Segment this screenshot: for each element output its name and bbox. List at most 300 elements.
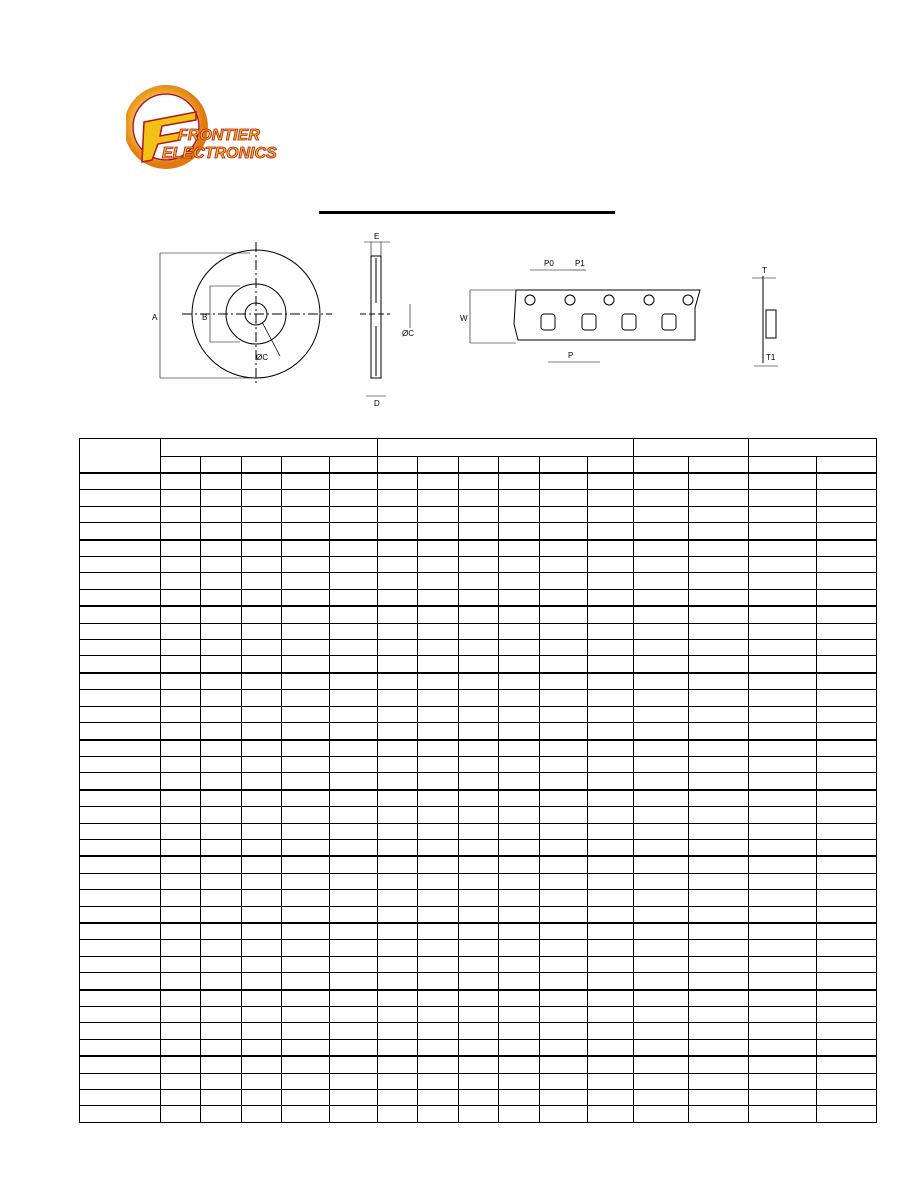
table-row: [80, 1090, 877, 1106]
table-cell: [161, 740, 201, 757]
table-cell: [499, 473, 540, 490]
table-cell: [242, 506, 282, 522]
header-sub-cell: [161, 457, 201, 474]
table-cell: [459, 523, 499, 540]
table-row: [80, 807, 877, 823]
table-cell: [330, 1090, 378, 1106]
table-row: [80, 940, 877, 956]
table-cell: [749, 790, 817, 807]
table-cell: [689, 473, 749, 490]
table-cell: [459, 1023, 499, 1039]
table-cell: [689, 640, 749, 656]
table-cell: [80, 540, 161, 557]
table-cell: [282, 940, 330, 956]
table-cell: [459, 839, 499, 856]
table-cell: [499, 1106, 540, 1122]
table-cell: [689, 540, 749, 557]
table-cell: [749, 906, 817, 923]
table-cell: [459, 823, 499, 839]
table-cell: [634, 923, 689, 940]
table-cell: [161, 856, 201, 873]
table-cell: [817, 906, 877, 923]
table-cell: [201, 773, 242, 790]
table-cell: [817, 756, 877, 772]
table-cell: [242, 923, 282, 940]
table-cell: [161, 990, 201, 1007]
table-cell: [330, 1106, 378, 1122]
table-cell: [817, 1090, 877, 1106]
table-cell: [330, 1073, 378, 1089]
table-cell: [749, 623, 817, 639]
table-cell: [634, 540, 689, 557]
table-cell: [817, 690, 877, 706]
table-cell: [459, 1106, 499, 1122]
table-cell: [459, 573, 499, 589]
table-cell: [499, 506, 540, 522]
table-cell: [242, 1073, 282, 1089]
frontier-electronics-logo: [126, 82, 326, 172]
table-cell: [282, 790, 330, 807]
table-cell: [817, 506, 877, 522]
table-cell: [418, 557, 459, 573]
table-row: [80, 1039, 877, 1056]
table-cell: [80, 706, 161, 722]
table-cell: [499, 856, 540, 873]
table-row: [80, 1007, 877, 1023]
table-cell: [540, 839, 588, 856]
table-cell: [540, 606, 588, 623]
table-cell: [540, 940, 588, 956]
table-cell: [817, 623, 877, 639]
table-cell: [242, 1106, 282, 1122]
table-cell: [749, 839, 817, 856]
table-row: [80, 706, 877, 722]
table-cell: [378, 656, 418, 673]
table-cell: [588, 473, 634, 490]
table-cell: [499, 557, 540, 573]
table-cell: [161, 940, 201, 956]
table-cell: [378, 923, 418, 940]
table-cell: [282, 506, 330, 522]
table-cell: [588, 773, 634, 790]
table-cell: [201, 690, 242, 706]
table-cell: [418, 856, 459, 873]
table-cell: [817, 1106, 877, 1122]
table-cell: [418, 1090, 459, 1106]
table-cell: [161, 506, 201, 522]
table-row: [80, 756, 877, 772]
table-row: [80, 839, 877, 856]
table-cell: [418, 656, 459, 673]
table-cell: [80, 606, 161, 623]
table-cell: [634, 823, 689, 839]
table-row: [80, 973, 877, 990]
table-cell: [749, 873, 817, 889]
table-cell: [817, 856, 877, 873]
table-cell: [242, 723, 282, 740]
table-cell: [499, 623, 540, 639]
table-cell: [588, 740, 634, 757]
table-cell: [242, 1090, 282, 1106]
table-cell: [817, 790, 877, 807]
table-cell: [689, 1056, 749, 1073]
reel-side-label-e: E: [374, 232, 380, 241]
table-cell: [378, 506, 418, 522]
table-cell: [817, 740, 877, 757]
table-cell: [242, 673, 282, 690]
table-cell: [499, 790, 540, 807]
table-cell: [201, 756, 242, 772]
table-cell: [80, 490, 161, 506]
table-cell: [80, 1056, 161, 1073]
table-cell: [330, 723, 378, 740]
table-cell: [282, 623, 330, 639]
header-sub-cell: [817, 457, 877, 474]
table-cell: [817, 589, 877, 606]
table-cell: [201, 523, 242, 540]
table-cell: [540, 856, 588, 873]
table-cell: [80, 773, 161, 790]
table-row: [80, 856, 877, 873]
tape-side-label-t: T: [762, 266, 767, 275]
table-cell: [459, 940, 499, 956]
table-cell: [634, 606, 689, 623]
table-cell: [161, 1056, 201, 1073]
table-cell: [378, 1090, 418, 1106]
table-cell: [749, 690, 817, 706]
table-cell: [588, 723, 634, 740]
table-cell: [330, 623, 378, 639]
table-cell: [330, 990, 378, 1007]
table-cell: [418, 623, 459, 639]
table-cell: [749, 1056, 817, 1073]
table-cell: [378, 823, 418, 839]
header-group-cell: [749, 439, 877, 457]
table-cell: [330, 1056, 378, 1073]
table-cell: [499, 940, 540, 956]
table-cell: [459, 856, 499, 873]
table-cell: [499, 640, 540, 656]
table-cell: [201, 589, 242, 606]
table-cell: [634, 956, 689, 972]
table-cell: [540, 623, 588, 639]
table-cell: [242, 873, 282, 889]
table-cell: [80, 790, 161, 807]
table-cell: [378, 1007, 418, 1023]
table-cell: [242, 823, 282, 839]
table-cell: [282, 839, 330, 856]
table-cell: [161, 557, 201, 573]
table-cell: [749, 740, 817, 757]
header-corner-cell: [80, 439, 161, 474]
table-cell: [499, 973, 540, 990]
table-cell: [540, 1090, 588, 1106]
table-row: [80, 1073, 877, 1089]
header-sub-cell: [201, 457, 242, 474]
table-cell: [459, 973, 499, 990]
table-cell: [540, 923, 588, 940]
table-cell: [161, 1039, 201, 1056]
table-cell: [80, 756, 161, 772]
table-cell: [817, 773, 877, 790]
table-cell: [242, 557, 282, 573]
table-cell: [634, 940, 689, 956]
table-cell: [201, 640, 242, 656]
table-cell: [330, 490, 378, 506]
table-cell: [80, 839, 161, 856]
table-cell: [459, 557, 499, 573]
table-cell: [161, 473, 201, 490]
table-cell: [418, 740, 459, 757]
table-cell: [378, 956, 418, 972]
table-cell: [749, 673, 817, 690]
table-cell: [80, 1039, 161, 1056]
table-row: [80, 589, 877, 606]
table-cell: [817, 1039, 877, 1056]
table-cell: [588, 589, 634, 606]
reel-label-c: ØC: [256, 353, 268, 362]
table-cell: [634, 1039, 689, 1056]
table-cell: [201, 1106, 242, 1122]
table-cell: [161, 623, 201, 639]
table-cell: [80, 873, 161, 889]
table-cell: [161, 790, 201, 807]
table-cell: [689, 490, 749, 506]
table-cell: [459, 540, 499, 557]
table-cell: [459, 1073, 499, 1089]
table-cell: [817, 923, 877, 940]
table-cell: [80, 673, 161, 690]
table-cell: [80, 807, 161, 823]
table-cell: [378, 839, 418, 856]
table-cell: [634, 1073, 689, 1089]
table-cell: [540, 756, 588, 772]
table-cell: [499, 540, 540, 557]
table-cell: [689, 807, 749, 823]
header-sub-cell: [540, 457, 588, 474]
table-cell: [634, 990, 689, 1007]
table-cell: [242, 589, 282, 606]
table-cell: [201, 923, 242, 940]
table-cell: [749, 1023, 817, 1039]
table-row: [80, 656, 877, 673]
table-cell: [588, 1106, 634, 1122]
table-cell: [749, 1090, 817, 1106]
header-sub-cell: [689, 457, 749, 474]
table-cell: [242, 956, 282, 972]
table-cell: [749, 523, 817, 540]
table-cell: [540, 790, 588, 807]
table-cell: [330, 756, 378, 772]
table-cell: [201, 1039, 242, 1056]
table-cell: [418, 790, 459, 807]
table-cell: [418, 823, 459, 839]
tape-label-w: W: [460, 314, 468, 323]
table-cell: [80, 940, 161, 956]
table-cell: [634, 906, 689, 923]
table-cell: [540, 807, 588, 823]
table-cell: [689, 656, 749, 673]
table-cell: [459, 723, 499, 740]
table-cell: [80, 856, 161, 873]
table-cell: [378, 640, 418, 656]
table-cell: [378, 890, 418, 906]
table-cell: [689, 773, 749, 790]
table-cell: [749, 723, 817, 740]
table-row: [80, 906, 877, 923]
table-cell: [540, 557, 588, 573]
table-cell: [499, 740, 540, 757]
table-cell: [282, 990, 330, 1007]
table-cell: [282, 756, 330, 772]
header-sub-cell: [588, 457, 634, 474]
table-cell: [499, 1056, 540, 1073]
table-cell: [330, 856, 378, 873]
reel-side-label-c: ØC: [402, 329, 414, 338]
table-row: [80, 490, 877, 506]
table-cell: [689, 839, 749, 856]
table-row: [80, 956, 877, 972]
table-cell: [418, 540, 459, 557]
table-cell: [378, 523, 418, 540]
table-cell: [161, 906, 201, 923]
table-cell: [459, 790, 499, 807]
table-cell: [689, 956, 749, 972]
table-cell: [499, 873, 540, 889]
table-cell: [418, 606, 459, 623]
table-cell: [749, 606, 817, 623]
table-cell: [634, 1106, 689, 1122]
table-cell: [459, 1090, 499, 1106]
table-row: [80, 523, 877, 540]
table-cell: [588, 573, 634, 589]
table-cell: [242, 690, 282, 706]
table-cell: [588, 856, 634, 873]
title-underline: [319, 211, 615, 214]
table-cell: [330, 790, 378, 807]
table-cell: [418, 673, 459, 690]
table-cell: [459, 623, 499, 639]
table-cell: [161, 589, 201, 606]
table-cell: [817, 1073, 877, 1089]
table-cell: [588, 1073, 634, 1089]
table-cell: [282, 656, 330, 673]
table-cell: [80, 1090, 161, 1106]
table-cell: [588, 656, 634, 673]
table-cell: [201, 606, 242, 623]
table-cell: [242, 1056, 282, 1073]
table-cell: [499, 690, 540, 706]
table-cell: [499, 807, 540, 823]
table-cell: [588, 1023, 634, 1039]
table-cell: [161, 956, 201, 972]
table-cell: [540, 973, 588, 990]
table-cell: [378, 940, 418, 956]
table-cell: [282, 973, 330, 990]
table-cell: [749, 756, 817, 772]
table-cell: [242, 807, 282, 823]
table-cell: [80, 523, 161, 540]
table-cell: [588, 706, 634, 722]
table-cell: [80, 1106, 161, 1122]
table-cell: [418, 1056, 459, 1073]
table-cell: [540, 1106, 588, 1122]
table-cell: [749, 1073, 817, 1089]
table-cell: [634, 673, 689, 690]
table-cell: [201, 839, 242, 856]
table-cell: [459, 690, 499, 706]
logo-line1: FRONTIER: [178, 127, 260, 144]
table-row: [80, 873, 877, 889]
table-cell: [499, 673, 540, 690]
table-cell: [378, 873, 418, 889]
table-cell: [459, 673, 499, 690]
table-cell: [634, 506, 689, 522]
table-cell: [634, 706, 689, 722]
table-cell: [540, 890, 588, 906]
table-cell: [588, 940, 634, 956]
table-cell: [80, 656, 161, 673]
header-group-cell: [378, 439, 634, 457]
table-cell: [689, 1039, 749, 1056]
table-cell: [459, 1039, 499, 1056]
table-cell: [634, 589, 689, 606]
table-cell: [330, 940, 378, 956]
table-cell: [540, 656, 588, 673]
table-cell: [161, 1073, 201, 1089]
table-cell: [817, 640, 877, 656]
table-cell: [634, 640, 689, 656]
table-cell: [459, 906, 499, 923]
table-cell: [378, 706, 418, 722]
table-cell: [161, 656, 201, 673]
table-cell: [161, 807, 201, 823]
table-cell: [588, 640, 634, 656]
table-cell: [201, 906, 242, 923]
table-cell: [330, 573, 378, 589]
table-cell: [80, 473, 161, 490]
table-cell: [634, 523, 689, 540]
table-cell: [201, 890, 242, 906]
table-cell: [161, 490, 201, 506]
table-cell: [749, 589, 817, 606]
table-cell: [817, 673, 877, 690]
table-cell: [749, 473, 817, 490]
table-cell: [459, 490, 499, 506]
table-cell: [161, 923, 201, 940]
table-cell: [588, 523, 634, 540]
table-cell: [499, 656, 540, 673]
table-cell: [161, 873, 201, 889]
table-cell: [378, 723, 418, 740]
table-cell: [282, 673, 330, 690]
table-cell: [540, 1073, 588, 1089]
table-cell: [282, 1073, 330, 1089]
table-cell: [817, 1023, 877, 1039]
table-cell: [459, 589, 499, 606]
table-cell: [634, 1007, 689, 1023]
reel-side-label-d: D: [374, 399, 380, 408]
header-sub-cell: [378, 457, 418, 474]
table-cell: [588, 790, 634, 807]
table-cell: [282, 1056, 330, 1073]
table-cell: [588, 990, 634, 1007]
table-cell: [540, 690, 588, 706]
table-cell: [499, 490, 540, 506]
table-cell: [749, 1106, 817, 1122]
table-cell: [634, 807, 689, 823]
table-cell: [282, 640, 330, 656]
